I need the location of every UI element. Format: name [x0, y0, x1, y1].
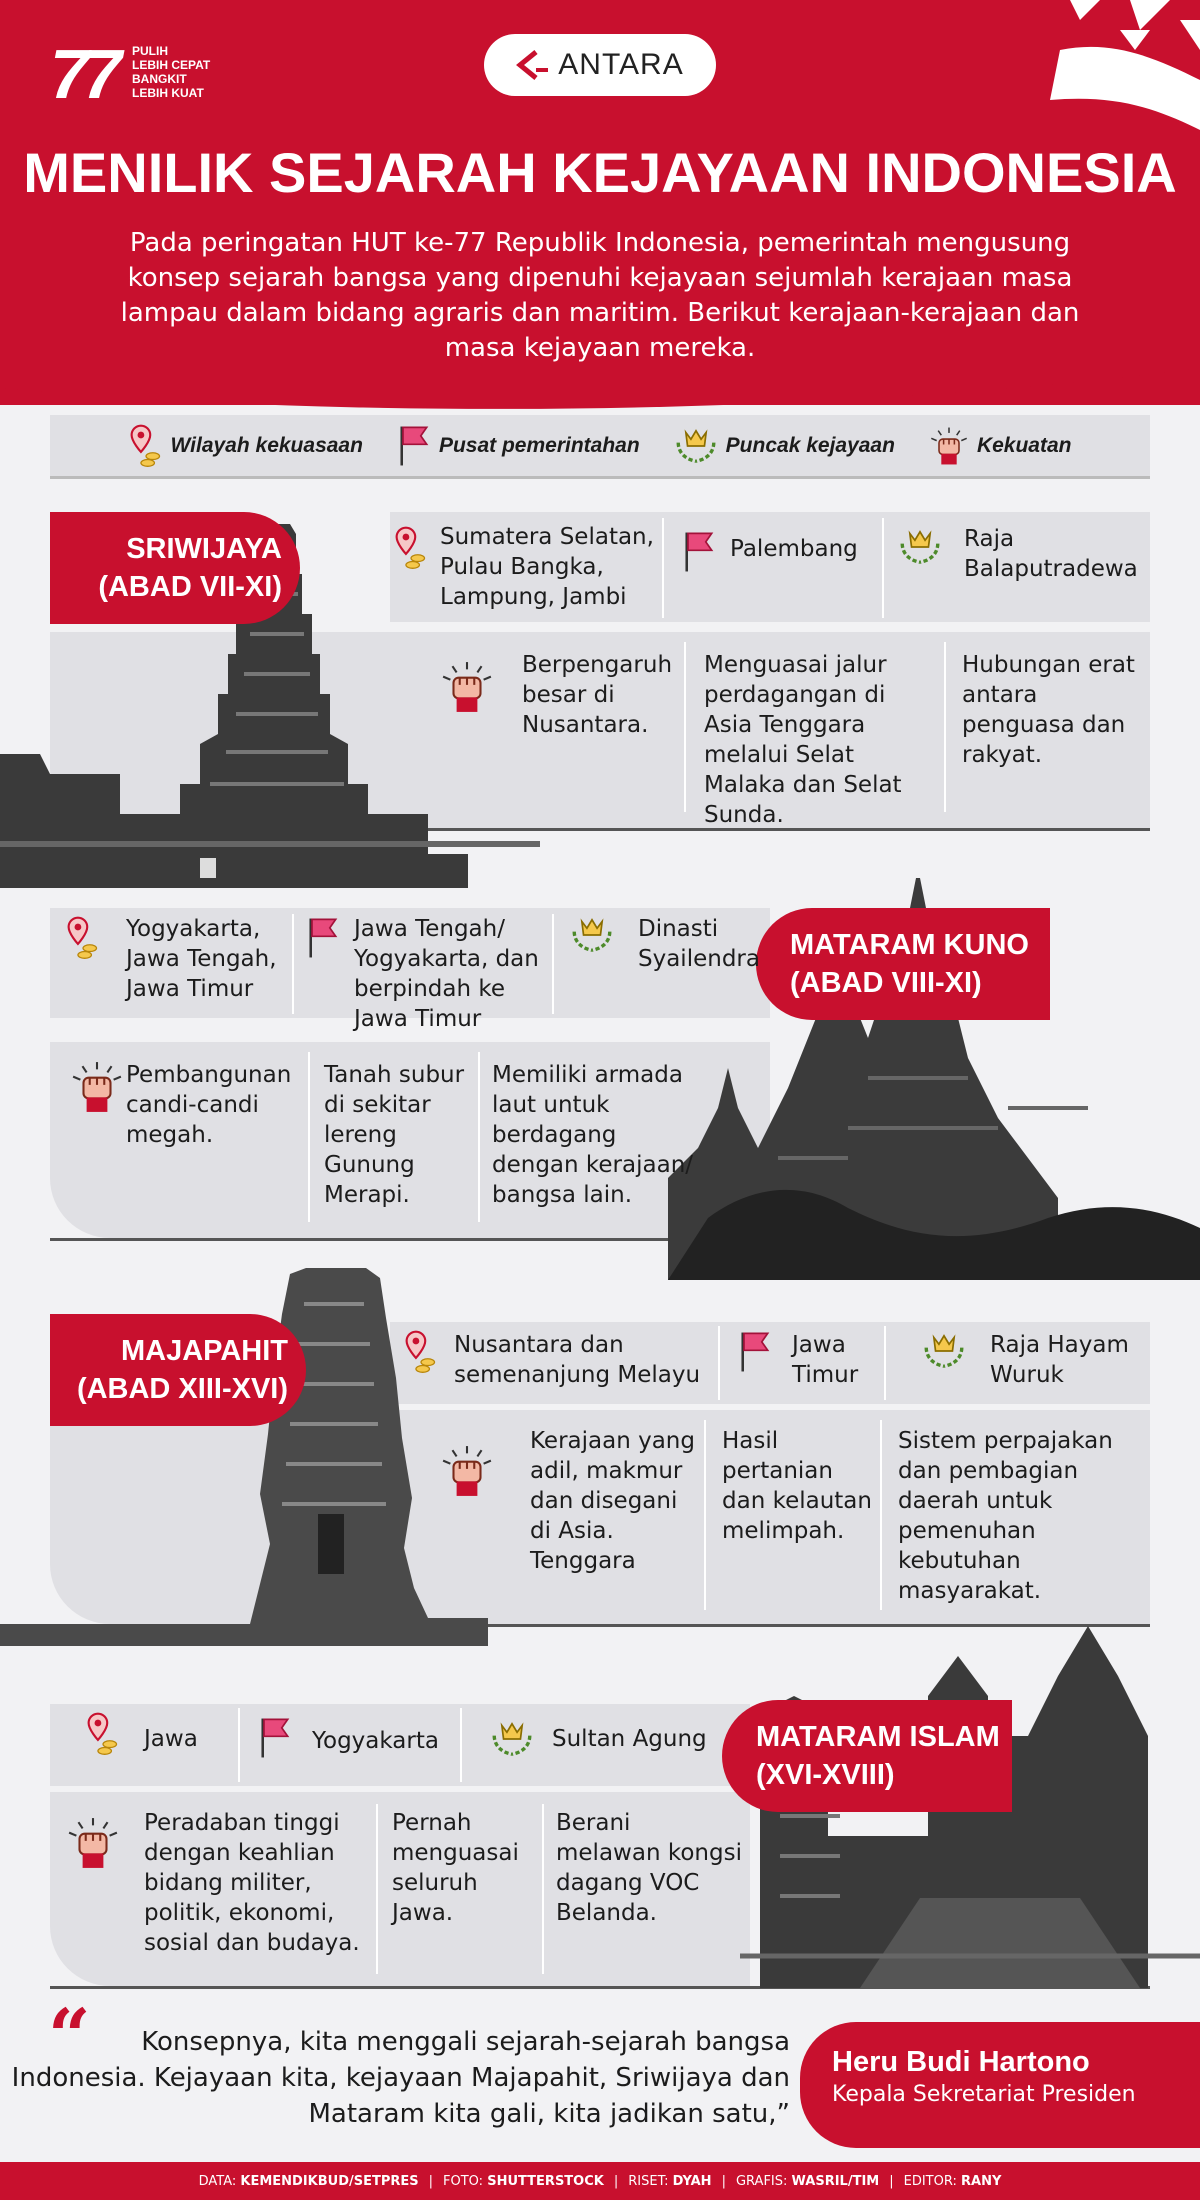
speaker-name: Heru Budi Hartono [832, 2046, 1090, 2078]
territory-text: Nusantara dan semenanjung Melayu [454, 1332, 701, 1388]
strength-text: Menguasai jalur perdagangan di Asia Tenggara melalui Selat Malaka dan Selat Sunda. [704, 652, 902, 828]
brand-name: ANTARA [558, 48, 684, 81]
strength-text: Berpengaruh besar di Nusantara. [522, 652, 673, 738]
kingdom-period: (XVI-XVIII) [756, 1759, 895, 1791]
crown-icon [490, 1720, 534, 1758]
crown-icon [674, 427, 718, 465]
flag-decoration [1000, 0, 1200, 150]
crown-icon [570, 916, 614, 954]
flag-icon [738, 1330, 772, 1374]
crown-icon [898, 528, 942, 566]
strength-text: Peradaban tinggi dengan keahlian bidang militer, politik, ekonomi, sosial dan budaya. [144, 1810, 360, 1956]
strength-text: Berani melawan kongsi dagang VOC Belanda. [556, 1810, 742, 1926]
majapahit-badge [50, 1314, 306, 1426]
credit-photo: FOTO: SHUTTERSTOCK [443, 2173, 604, 2189]
flag-icon [397, 424, 431, 468]
mataram-kuno-badge [756, 908, 1050, 1020]
peak-text: Raja Balaputradewa [964, 526, 1138, 582]
strength-text: Pernah menguasai seluruh Jawa. [392, 1810, 519, 1926]
hut-77-logo: 77 [50, 35, 116, 113]
territory-pin-icon [394, 526, 428, 570]
mataram-islam-badge [722, 1700, 1012, 1812]
crown-icon [922, 1332, 966, 1370]
intro-text: Pada peringatan HUT ke-77 Republik Indonesia, pemerintah mengusung konsep sejarah bangsa yang dipenuhi kejayaan sejumlah kerajaan masa lampau dalam bidang agraris dan maritim. Berikut kerajaan-kerajaan dan masa kejayaan mereka. [120, 228, 1080, 363]
speaker-role: Kepala Sekretariat Presiden [832, 2082, 1136, 2107]
territory-pin-icon [86, 1712, 120, 1756]
fist-icon [66, 1816, 120, 1870]
territory-text: Jawa [144, 1726, 198, 1752]
territory-text: Sumatera Selatan, Pulau Bangka, Lampung, Jambi [440, 524, 654, 610]
antara-brand [484, 34, 716, 96]
kingdom-name: MATARAM KUNO [790, 929, 1029, 961]
strength-text: Tanah subur di sekitar lereng Gunung Merapi. [324, 1062, 465, 1208]
credit-graphics: GRAFIS: WASRIL/TIM [735, 2173, 880, 2189]
peak-text: Dinasti Syailendra [638, 916, 760, 972]
quote-mark-icon: “ [48, 1994, 91, 2080]
territory-text: Yogyakarta, Jawa Tengah, Jawa Timur [126, 916, 277, 1002]
fist-icon [440, 660, 494, 714]
hut-77-tagline: PULIH LEBIH CEPAT BANGKIT LEBIH KUAT [132, 44, 211, 100]
page-title: MENILIK SEJARAH KEJAYAAN INDONESIA [23, 141, 1177, 204]
kingdom-name: SRIWIJAYA [126, 533, 282, 565]
kingdom-name: MATARAM ISLAM [756, 1721, 1000, 1753]
capital-text: Jawa Tengah/ Yogyakarta, dan berpindah ke Jawa Timur [354, 916, 539, 1032]
strength-text: Hubungan erat antara penguasa dan rakyat. [962, 652, 1135, 768]
fist-icon [440, 1444, 494, 1498]
strength-text: Sistem perpajakan dan pembagian daerah untuk pemenuhan kebutuhan masyarakat. [898, 1428, 1113, 1604]
quote-text: Konsepnya, kita menggali sejarah-sejarah bangsa Indonesia. Kejayaan kita, kejayaan Majapahit, Sriwijaya dan Mataram kita gali, kita jadikan satu,” [11, 2027, 790, 2129]
capital-text: Palembang [730, 536, 858, 562]
capital-text: Jawa Timur [792, 1332, 859, 1388]
flag-icon [682, 530, 716, 574]
kingdom-period: (ABAD XIII-XVI) [76, 1373, 288, 1405]
peak-text: Raja Hayam Wuruk [990, 1332, 1129, 1388]
strength-text: Memiliki armada laut untuk berdagang dengan kerajaan/ bangsa lain. [492, 1062, 694, 1208]
kingdom-name: MAJAPAHIT [120, 1335, 288, 1367]
kingdom-period: (ABAD VIII-XI) [790, 967, 982, 999]
credits-footer: DATA: KEMENDIKBUD/SETPRES | FOTO: SHUTTERSTOCK | RISET: DYAH | GRAFIS: WASRIL/TIM | EDITOR: RANY [0, 2162, 1200, 2200]
legend-bar [50, 415, 1150, 479]
sriwijaya-badge [50, 512, 300, 624]
fist-icon [70, 1060, 124, 1114]
flag-icon [306, 916, 340, 960]
speaker-badge [800, 2022, 1200, 2148]
flag-icon [258, 1716, 292, 1760]
legend-strength: Kekuatan [929, 426, 1072, 466]
peak-text: Sultan Agung [552, 1726, 707, 1752]
antara-logo-icon [516, 50, 552, 80]
fist-icon [929, 426, 969, 466]
territory-pin-icon [404, 1330, 438, 1374]
territory-pin-icon [66, 916, 100, 960]
strength-text: Pembangunan candi-candi megah. [126, 1062, 292, 1148]
legend-territory: Wilayah kekuasaan [129, 424, 363, 468]
capital-text: Yogyakarta [312, 1728, 439, 1754]
credit-editor: EDITOR: RANY [903, 2173, 1002, 2189]
strength-text: Kerajaan yang adil, makmur dan disegani di Asia. Tenggara [530, 1428, 695, 1574]
territory-pin-icon [129, 424, 163, 468]
kingdom-period: (ABAD VII-XI) [98, 571, 282, 603]
strength-text: Hasil pertanian dan kelautan melimpah. [722, 1428, 872, 1544]
legend-capital: Pusat pemerintahan [397, 424, 640, 468]
credit-research: RISET: DYAH [628, 2173, 712, 2189]
legend-peak: Puncak kejayaan [674, 427, 895, 465]
credit-data: DATA: KEMENDIKBUD/SETPRES [198, 2173, 419, 2189]
